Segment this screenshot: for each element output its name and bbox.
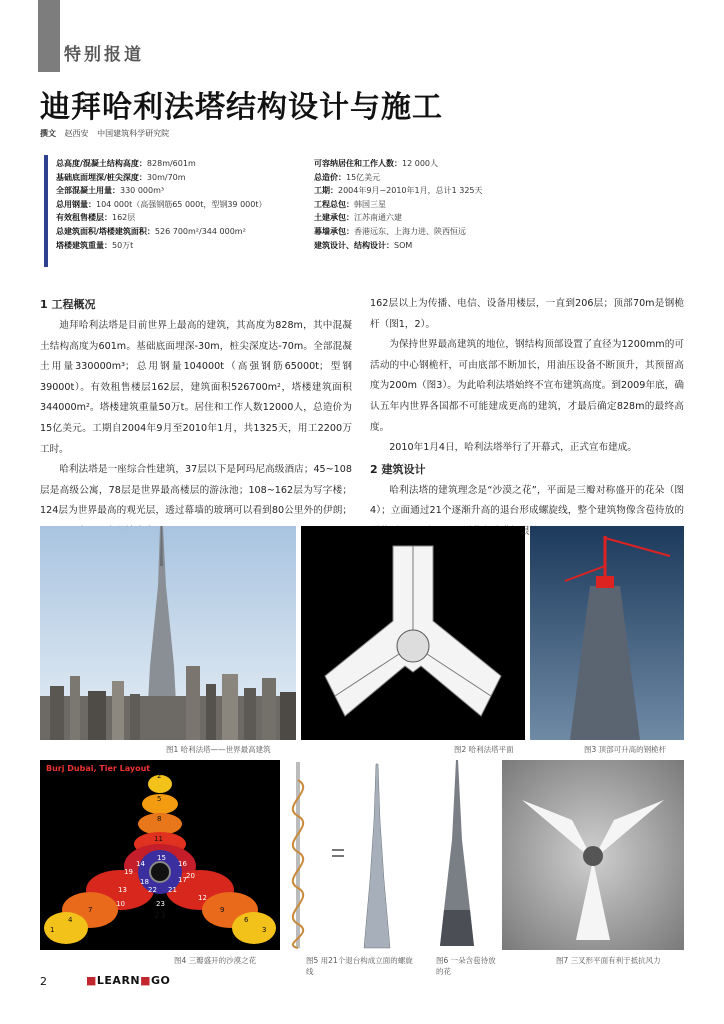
page-title: 迪拜哈利法塔结构设计与施工 [40, 90, 443, 125]
tier-number: 20 [186, 872, 195, 880]
tier-number: 3 [262, 926, 267, 934]
fact-row: 建筑设计、结构设计：SOM [314, 240, 413, 250]
figure-2-plan [301, 526, 525, 740]
tier-number: 6 [244, 916, 249, 924]
figure-2-caption: 图2 哈利法塔平面 [454, 745, 514, 754]
paragraph: 哈利法塔的建筑理念是“沙漠之花”，平面是三瓣对称盛开的花朵（图4）；立面通过21个逐渐升高的退台形成螺旋线，整个建筑物像含苞待放的 眼的 [370, 484, 684, 537]
fact-row: 工程总包：韩国三星 [314, 199, 386, 209]
figure-7-plan-render [502, 760, 684, 950]
tier-layout-title: Burj Dubai, Tier Layout [46, 764, 151, 773]
facts-right [314, 157, 684, 252]
paragraph: 2010年1月4日，哈利法塔举行了开幕式，正式宣布建成。 [389, 442, 637, 454]
tier-number: 9 [220, 906, 225, 914]
facts-left [56, 157, 301, 252]
figure-6-bud [414, 760, 500, 950]
crane-image [530, 526, 684, 740]
body-column-left [40, 294, 352, 520]
figure-5-caption: 图5 用21个退台构成立面的螺旋线 [306, 956, 413, 976]
svg-text:23: 23 [154, 911, 166, 921]
tier-number: 21 [168, 886, 177, 894]
figure-3-caption: 图3 顶部可升高的钢桅杆 [584, 745, 667, 754]
logo-mark-icon: ■ [140, 974, 152, 987]
tier-number: 22 [148, 886, 157, 894]
paragraph: 迪拜哈利法塔是目前世界上最高的建筑，其高度为828m，其中混凝土结构高度为601m。基础底面埋深-30m，桩尖深度达-70m。全部混凝土用量330000m³；总用钢量104000t（高强钢筋65000t；型钢39000t）。有效租售楼层162层，建筑面积526700m²，塔楼建筑面积344000m²。塔楼建筑重量50万t。居住和工作人数12000人，总造价为15亿美元。工期自2004年9月至2010年1月，共1325天，用工2200万工时。 [40, 320, 352, 455]
facts-accent-bar [44, 155, 48, 267]
fact-row: 总用钢量：104 000t（高强钢筋65 000t，型钢39 000t） [56, 199, 267, 209]
figure-3-photo [530, 526, 684, 740]
tier-number: 4 [68, 916, 73, 924]
byline [40, 128, 169, 139]
tier-number: 12 [198, 894, 207, 902]
trefoil-render-image [502, 760, 684, 950]
paragraph: 哈利法塔是一座综合性建筑，37层以下是阿玛尼高级酒店；45~108层是高级公寓，78层是世界最高楼层的游泳池；108~162层为写字楼；124层为世界最高的观光层，透过幕墙的玻璃可以看到80公里外的伊朗； [40, 464, 352, 517]
section-heading-1: 1 工程概况 [40, 298, 96, 311]
fact-row: 可容纳居住和工作人数：12 000人 [314, 159, 438, 168]
tier-number: 17 [178, 876, 187, 884]
figure-1-caption: 图1 哈利法塔——世界最高建筑 [166, 745, 271, 754]
logo-mark-icon: ■ [86, 974, 97, 987]
tier-number: 10 [116, 900, 125, 908]
fact-row: 总高度/混凝土结构高度：828m/601m [56, 159, 196, 168]
body-column-right [370, 294, 684, 537]
section-title: 特别报道 [64, 45, 144, 65]
magazine-logo: ■LEARN■GO [86, 974, 171, 987]
tier-number: 13 [118, 886, 127, 894]
figure-6-caption: 图6 一朵含苞待放的花 [436, 956, 496, 976]
bud-render-image [414, 760, 500, 950]
fact-row: 基础底面埋深/桩尖深度：30m/70m [56, 172, 186, 182]
byline-label: 撰文 [40, 129, 56, 138]
fact-row: 有效租售楼层：162层 [56, 213, 136, 223]
paragraph: 为保持世界最高建筑的地位，钢结构顶部设置了直径为1200mm的可活动的中心钢桅杆，可由底部不断加长，用油压设备不断顶升，其预留高度为200m（图3）。为此哈利法塔始终不宣布建筑高度。到2009年底，确认五年内世界各国都不可能建成更高的建筑，才最后确定828m的最终高度。 [370, 339, 684, 433]
figure-4-tier-layout [40, 760, 280, 950]
tier-number: 7 [88, 906, 93, 914]
tier-number: 18 [140, 878, 149, 886]
tier-number: 11 [154, 835, 163, 843]
figure-1-photo [40, 526, 296, 740]
tower-plan-image [301, 526, 525, 740]
page-number: 2 [40, 975, 47, 988]
section-bar [38, 0, 60, 72]
tier-number: 14 [136, 860, 145, 868]
paragraph: 162层以上为传播、电信、设备用楼层，一直到206层；顶部70m是钢桅杆（图1，2）。 [370, 298, 684, 330]
tier-number: 1 [50, 926, 55, 934]
tier-number: 8 [157, 815, 162, 823]
fact-row: 总建筑面积/塔楼建筑面积：526 700m²/344 000m² [56, 226, 246, 236]
fact-row: 工期：2004年9月~2010年1月，总计1 325天 [314, 186, 483, 196]
spiral-elevation-image [286, 760, 406, 950]
figure-4-caption: 图4 三瓣盛开的沙漠之花 [174, 956, 257, 965]
fact-row: 总造价：15亿美元 [314, 172, 381, 182]
burj-skyline-image [40, 526, 296, 740]
fact-row: 土建承包：江苏南通六建 [314, 213, 402, 223]
byline-author: 赵西安 [64, 129, 89, 138]
tier-number: 19 [124, 868, 133, 876]
tier-number: 2 [157, 772, 162, 780]
section-heading-2: 2 建筑设计 [370, 462, 426, 476]
fact-row: 塔楼建筑重量：50万t [56, 240, 134, 250]
figure-5-elevation [286, 760, 406, 950]
fact-row: 幕墙承包：香港远东、上海力进、陕西恒远 [314, 226, 466, 236]
tier-number: 15 [157, 854, 166, 862]
tier-number: 5 [157, 795, 162, 803]
figure-7-caption: 图7 三叉形平面有利于抵抗风力 [556, 956, 661, 965]
tier-number: 16 [178, 860, 187, 868]
byline-org: 中国建筑科学研究院 [97, 129, 170, 138]
fact-row: 全部混凝土用量：330 000m³ [56, 186, 165, 196]
tier-number: 23 [156, 900, 165, 908]
